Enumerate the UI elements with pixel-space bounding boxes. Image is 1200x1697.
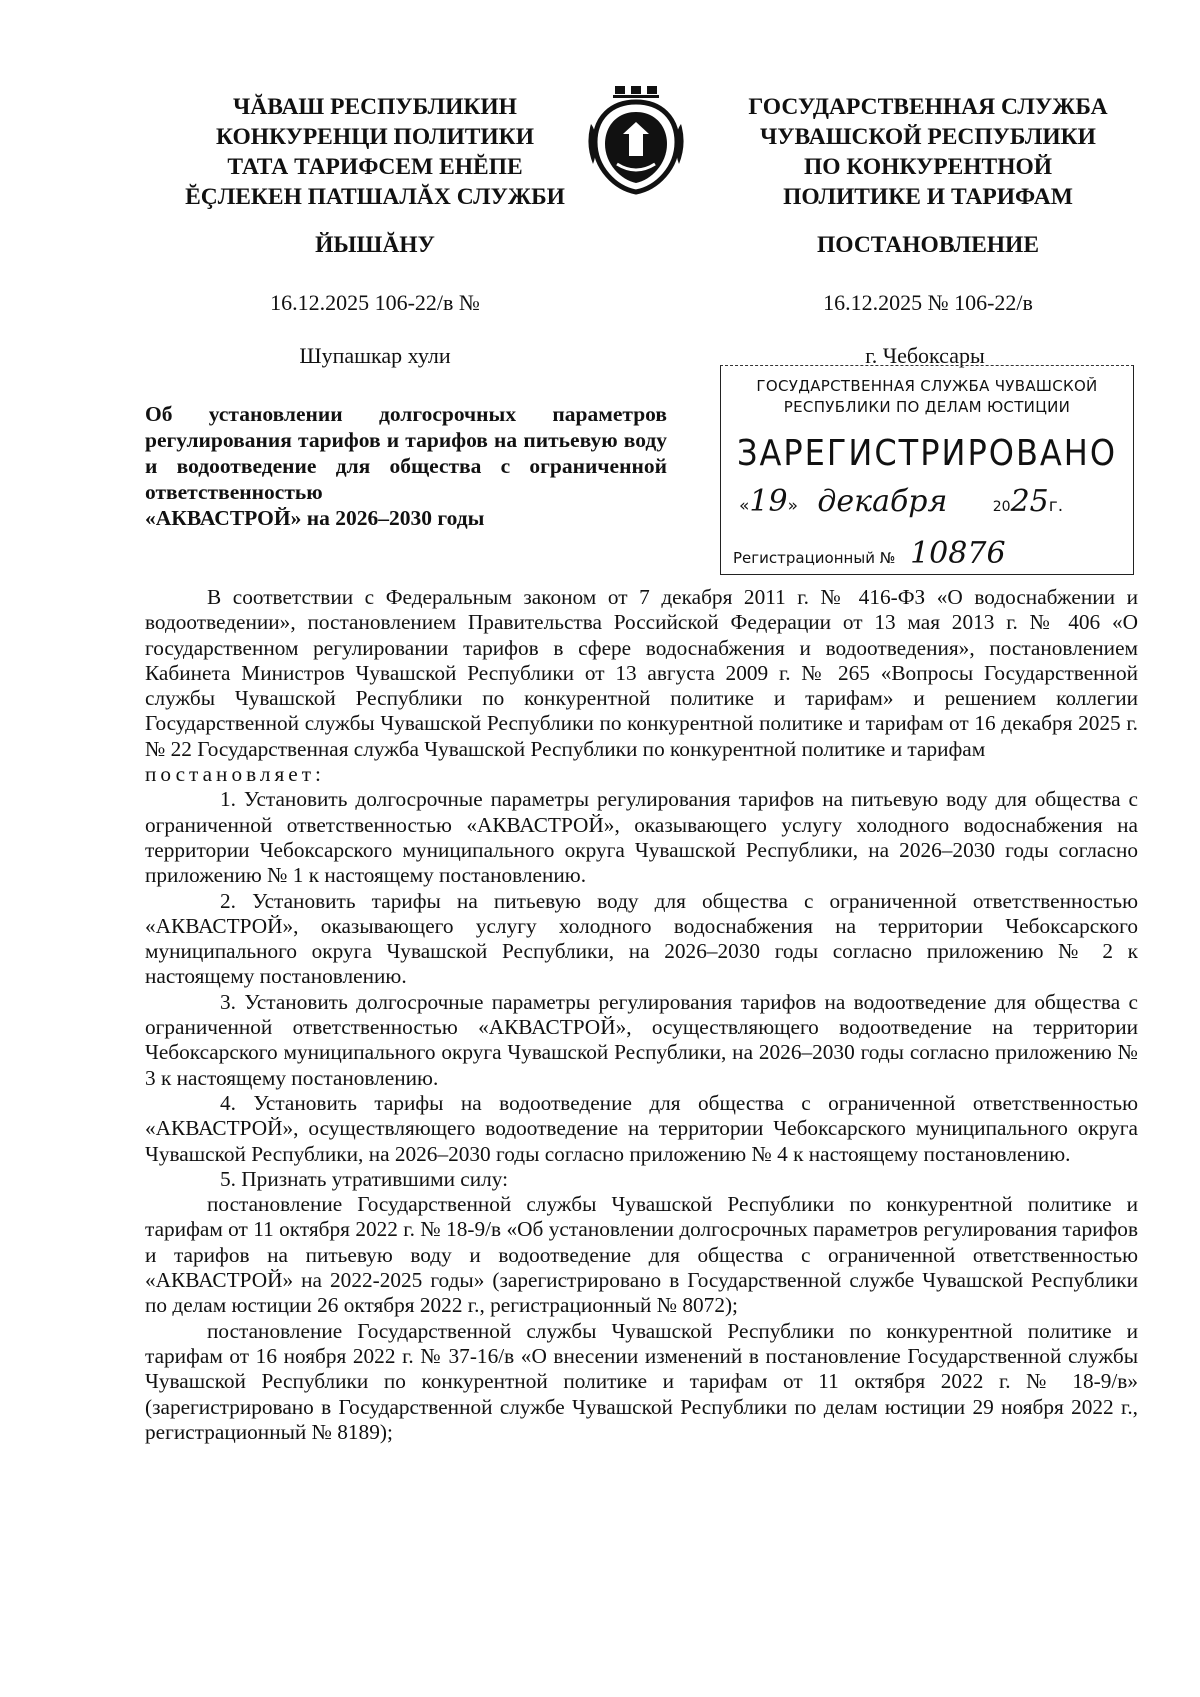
stamp-year-suffix: 25 bbox=[1010, 484, 1049, 519]
item-4: 4. Установить тарифы на водоотведение для общества с ограниченной ответственностью «АКВАСТРОЙ», осуществляющего водоотведение на территории Чебоксарского муниципального округа Чувашской Республики, на 2026–2030 годы согласно приложению № 4 к настоящему постановлению. bbox=[145, 1090, 1138, 1166]
item-3: 3. Установить долгосрочные параметры регулирования тарифов на водоотведение для общества с ограниченной ответственностью «АКВАСТРОЙ», осуществляющего водоотведение на территории Чебоксарского муниципального округа Чувашской Республики, на 2026–2030 годы согласно приложению № 3 к настоящему постановлению. bbox=[145, 989, 1138, 1090]
header-left-line: ĔÇЛЕКЕН ПАТШАЛĂХ СЛУЖБИ bbox=[185, 184, 565, 210]
stamp-reg-number bbox=[733, 536, 1123, 571]
date-number-left: 16.12.2025 106-22/в № bbox=[270, 290, 480, 315]
stamp-year-prefix: 20 bbox=[992, 499, 1011, 515]
registration-stamp bbox=[720, 365, 1134, 575]
document-body bbox=[145, 585, 1138, 1445]
stamp-authority-line: ГОСУДАРСТВЕННАЯ СЛУЖБА ЧУВАШСКОЙ bbox=[756, 377, 1098, 395]
stamp-month: декабря bbox=[817, 484, 948, 519]
header-right-line: ПО КОНКУРЕНТНОЙ bbox=[803, 154, 1053, 180]
doc-type-right: ПОСТАНОВЛЕНИЕ bbox=[816, 232, 1040, 258]
stamp-year-unit: г. bbox=[1048, 496, 1064, 516]
stamp-registered: ЗАРЕГИСТРИРОВАНО bbox=[736, 432, 1118, 474]
chuvash-emblem-icon bbox=[583, 84, 689, 196]
preamble: В соответствии с Федеральным законом от 7 декабря 2011 г. № 416-ФЗ «О водоснабжении и водоотведении», постановлением Правительства Российской Федерации от 13 мая 2013 г. № 406 «О государственном регулировании тарифов в сфере водоснабжения и водоотведения», постановлением Кабинета Министров Чувашской Республики от 13 августа 2009 г. № 265 «Вопросы Государственной службы Чувашской Республики по конкурентной политике и тарифам» и решением коллегии Государственной службы Чувашской Республики по конкурентной политике и тарифам от 16 декабря 2025 г. № 22 Государственная служба Чувашской Республики по конкурентной политике и тарифам bbox=[145, 585, 1138, 761]
stamp-authority-line: РЕСПУБЛИКИ ПО ДЕЛАМ ЮСТИЦИИ bbox=[783, 398, 1071, 416]
decree-word: постановляет: bbox=[145, 762, 325, 787]
header-right-line: ЧУВАШСКОЙ РЕСПУБЛИКИ bbox=[760, 124, 1096, 150]
repealed-act-1: постановление Государственной службы Чувашской Республики по конкурентной политике и тарифам от 11 октября 2022 г. № 18-9/в «Об установлении долгосрочных параметров регулирования тарифов и тарифов на питьевую воду и водоотведение для общества с ограниченной ответственностью «АКВАСТРОЙ» на 2022-2025 годы» (зарегистрировано в Государственной службе Чувашской Республики по делам юстиции 26 октября 2022 г., регистрационный № 8072); bbox=[145, 1192, 1138, 1318]
document-title-main: Об установлении долгосрочных параметров регулирования тарифов и тарифов на питьевую воду и водоотведение для общества с ограниченной ответственностью bbox=[145, 402, 667, 504]
header-left-line: ТАТА ТАРИФСЕМ ЕНĔПЕ bbox=[227, 154, 523, 180]
stamp-reg-label: Регистрационный № bbox=[733, 549, 896, 567]
header-right bbox=[718, 92, 1138, 212]
header-left-line: КОНКУРЕНЦИ ПОЛИТИКИ bbox=[215, 124, 535, 150]
stamp-date: «19» декабря 2025г. bbox=[739, 484, 1064, 519]
city-left: Шупашкар хули bbox=[299, 343, 451, 368]
header-left bbox=[160, 92, 590, 212]
document-title-last: «АКВАСТРОЙ» на 2026–2030 годы bbox=[145, 506, 485, 530]
header-left-line: ЧĂВАШ РЕСПУБЛИКИН bbox=[233, 94, 517, 120]
item-2: 2. Установить тарифы на питьевую воду для общества с ограниченной ответственностью «АКВАСТРОЙ», оказывающего услугу холодного водоснабжения на территории Чебоксарского муниципального округа Чувашской Республики, на 2026–2030 годы согласно приложению № 2 к настоящему постановлению. bbox=[145, 888, 1138, 989]
document-title bbox=[145, 401, 667, 531]
city-right: г. Чебоксары bbox=[865, 343, 985, 368]
stamp-day: 19 bbox=[749, 484, 788, 519]
header-right-line: ПОЛИТИКЕ И ТАРИФАМ bbox=[783, 184, 1073, 210]
doc-type-left: ЙЫШĂНУ bbox=[315, 232, 435, 258]
item-5: 5. Признать утратившими силу: bbox=[220, 1166, 509, 1191]
date-number-right: 16.12.2025 № 106-22/в bbox=[823, 290, 1033, 315]
item-1: 1. Установить долгосрочные параметры регулирования тарифов на питьевую воду для общества с ограниченной ответственностью «АКВАСТРОЙ», оказывающего услугу холодного водоснабжения на территории Чебоксарского муниципального округа Чувашской Республики, на 2026–2030 годы согласно приложению № 1 к настоящему постановлению. bbox=[145, 787, 1138, 888]
repealed-act-2: постановление Государственной службы Чувашской Республики по конкурентной политике и тарифам от 16 ноября 2022 г. № 37-16/в «О внесении изменений в постановление Государственной службы Чувашской Республики по конкурентной политике и тарифам от 11 октября 2022 г. № 18-9/в» (зарегистрировано в Государственной службе Чувашской Республики по делам юстиции 29 ноября 2022 г., регистрационный № 8189); bbox=[145, 1318, 1138, 1444]
stamp-reg-value: 10876 bbox=[910, 536, 1006, 571]
header-right-line: ГОСУДАРСТВЕННАЯ СЛУЖБА bbox=[748, 94, 1108, 120]
